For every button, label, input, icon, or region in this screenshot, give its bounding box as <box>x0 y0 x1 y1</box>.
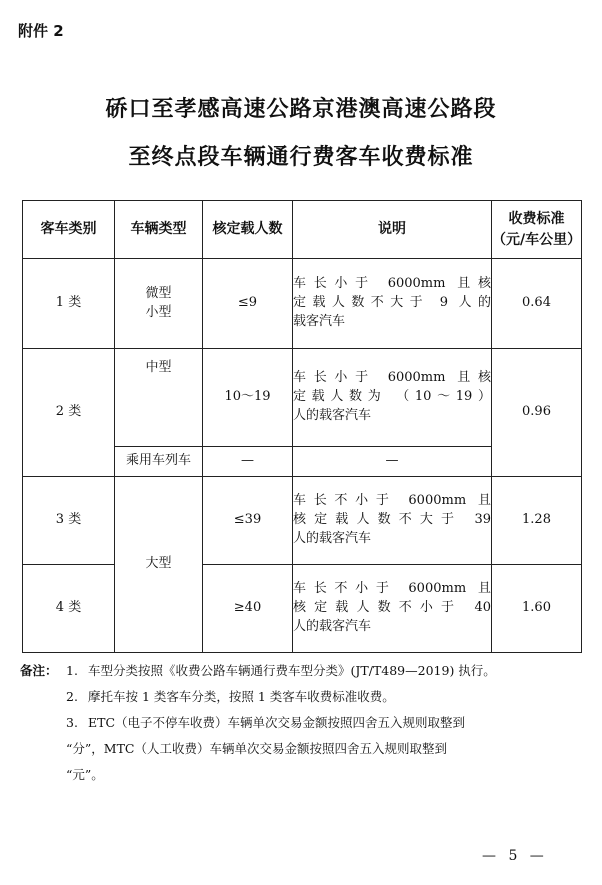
table-row <box>23 477 582 565</box>
capacity-cell: ≥40 <box>203 565 293 653</box>
description-line: 载客汽车 <box>293 313 346 329</box>
header-rate-unit: （元/车公里） <box>492 231 582 248</box>
description-cell <box>293 259 492 349</box>
vehicle-type-cell: 中型 <box>115 349 203 447</box>
capacity-cell: 10～19 <box>203 349 293 447</box>
header-rate-label: 收费标准 <box>508 211 565 228</box>
class-cell: 1 类 <box>23 259 115 349</box>
document-title-line2: 至终点段车辆通行费客车收费标准 <box>128 145 474 170</box>
note-text: 车型分类按照《收费公路车辆通行费车型分类》(JT/T489—2019) 执行。 <box>88 663 496 678</box>
description-line: 定载人数为 （10～19） <box>293 389 491 405</box>
note-text: 摩托车按 1 类客车分类，按照 1 类客车收费标准收费。 <box>88 689 395 704</box>
class-cell: 4 类 <box>23 565 115 653</box>
description-line: 人的载客汽车 <box>293 618 372 634</box>
description-line: 核定载人数不大于 39 <box>293 512 491 528</box>
table-row <box>23 349 582 447</box>
capacity-cell: ≤39 <box>203 477 293 565</box>
capacity-cell: — <box>203 447 293 477</box>
note-text-line: “元”。 <box>66 767 104 782</box>
capacity-cell: ≤9 <box>203 259 293 349</box>
description-line: 人的载客汽车 <box>293 530 372 546</box>
document-title-line1: 硚口至孝感高速公路京港澳高速公路段 <box>105 97 497 122</box>
description-line: 车长不小于 6000mm 且 <box>293 581 491 597</box>
vehicle-type-line: 小型 <box>145 304 172 320</box>
description-cell <box>293 477 492 565</box>
note-number: 3. <box>66 715 78 730</box>
class-cell: 3 类 <box>23 477 115 565</box>
description-line: 车长小于 6000mm 且核 <box>293 370 491 386</box>
description-line: 车长不小于 6000mm 且 <box>293 493 491 509</box>
vehicle-type-cell: 乘用车列车 <box>115 447 203 477</box>
note-number: 2. <box>66 689 78 704</box>
description-cell: — <box>293 447 492 477</box>
page-number: — 5 — <box>482 848 548 864</box>
rate-cell: 1.28 <box>492 477 582 565</box>
description-cell <box>293 565 492 653</box>
header-vehicle-type: 车辆类型 <box>115 201 203 259</box>
notes-label: 备注： <box>20 663 58 678</box>
table-row <box>23 565 582 653</box>
table-header-row <box>23 201 582 259</box>
rate-cell: 1.60 <box>492 565 582 653</box>
header-rate <box>492 201 582 259</box>
fee-standard-table <box>22 200 582 653</box>
description-cell <box>293 349 492 447</box>
vehicle-type-cell: 大型 <box>115 477 203 653</box>
description-line: 核定载人数不小于 40 <box>293 600 491 616</box>
note-text-line: “分”，MTC（人工收费）车辆单次交易金额按照四舍五入规则取整到 <box>66 741 447 756</box>
attachment-label: 附件 2 <box>18 22 64 40</box>
description-line: 车长小于 6000mm 且核 <box>293 276 491 292</box>
rate-cell: 0.96 <box>492 349 582 477</box>
vehicle-type-line: 微型 <box>145 285 172 301</box>
header-passenger-class: 客车类别 <box>23 201 115 259</box>
description-line: 定载人数不大于 9 人的 <box>293 295 491 311</box>
note-number: 1. <box>66 663 78 678</box>
rate-cell: 0.64 <box>492 259 582 349</box>
header-description: 说明 <box>293 201 492 259</box>
header-capacity: 核定载人数 <box>203 201 293 259</box>
vehicle-type-cell <box>115 259 203 349</box>
table-row <box>23 259 582 349</box>
class-cell: 2 类 <box>23 349 115 477</box>
note-text-line: ETC（电子不停车收费）车辆单次交易金额按照四舍五入规则取整到 <box>88 715 466 730</box>
description-line: 人的载客汽车 <box>293 407 372 423</box>
